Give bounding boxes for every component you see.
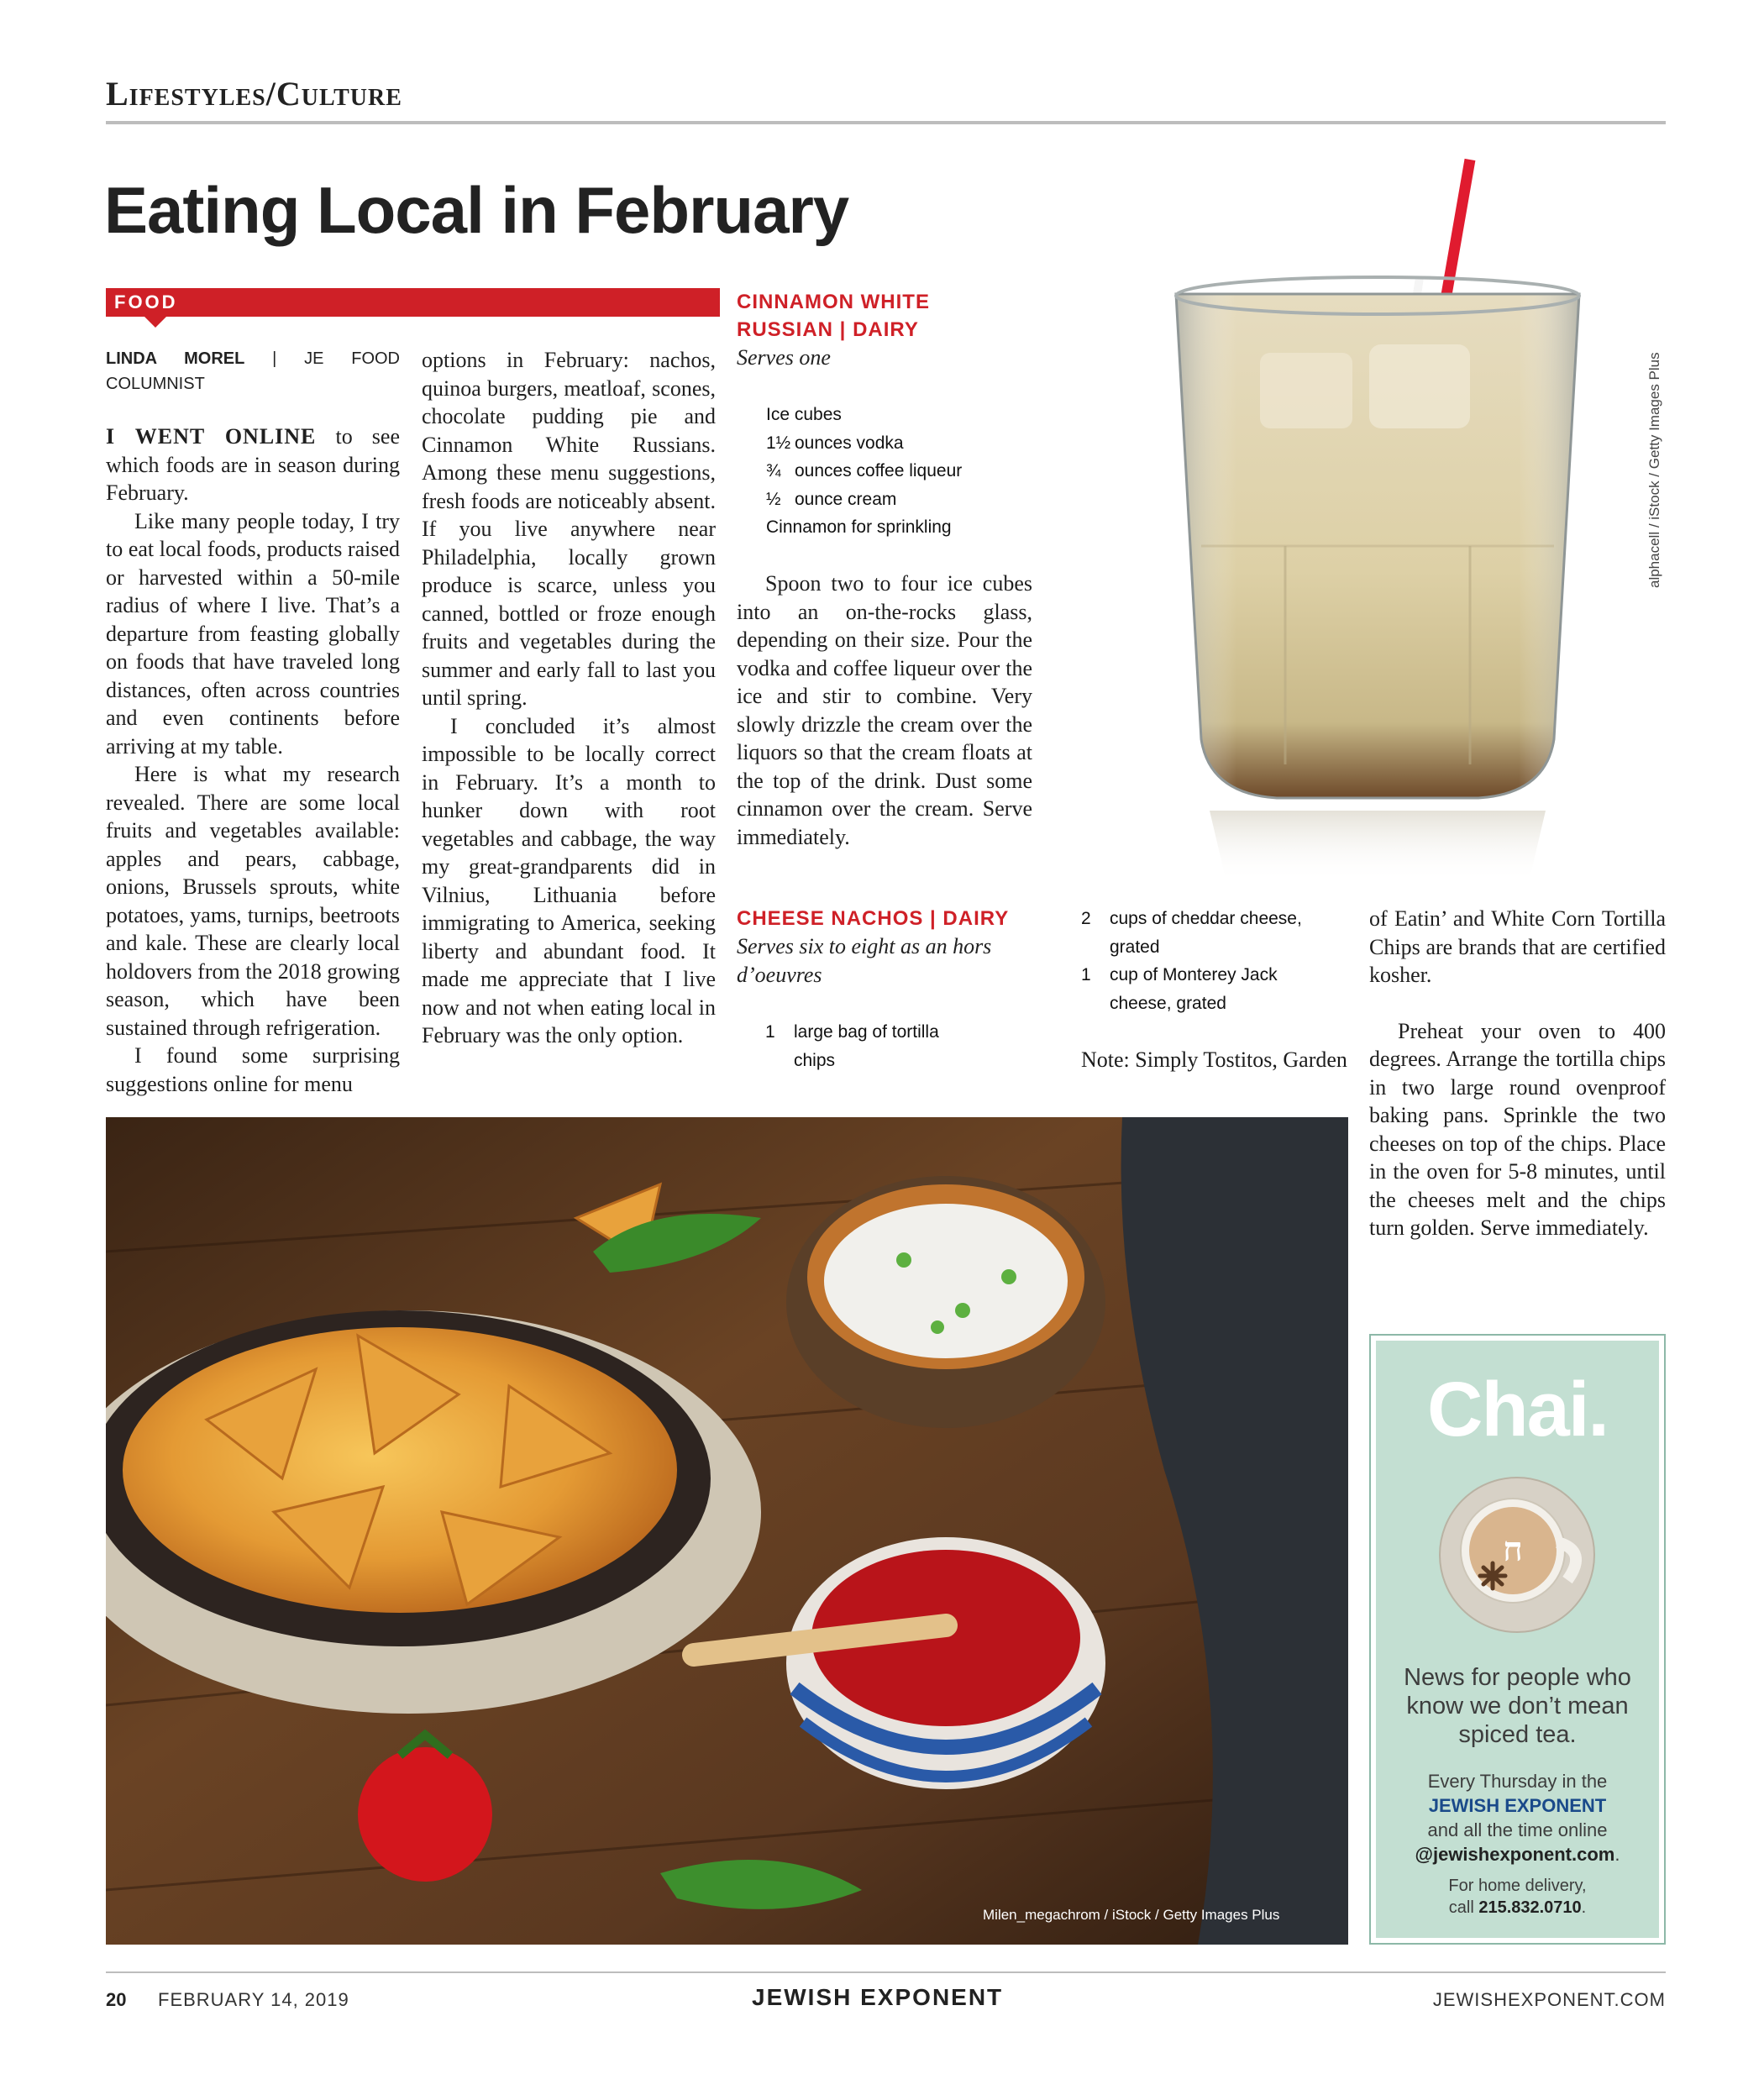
- byline-separator: |: [244, 349, 305, 368]
- paragraph: Here is what my research revealed. There are some local fruits and vegetables available: apples and pears, cabbage, onions, Brussels sprouts, white potatoes, yams, turnips, beetroots and kale. These are clearly local holdovers from the 2018 growing season, which have been sustained through refrigeration.: [106, 762, 400, 1040]
- ingredient: [766, 401, 1043, 429]
- ingredient-qty: 2: [1081, 909, 1091, 928]
- recipe-2-column: [1369, 905, 1666, 1242]
- recipe-title: CINNAMON WHITE: [737, 291, 930, 313]
- lead-text: to see which foods are in season during February.: [106, 424, 401, 505]
- ingredient: [766, 457, 1043, 486]
- category-label: FOOD: [114, 291, 178, 312]
- drink-photo-credit: alphacell / iStock / Getty Images Plus: [1646, 352, 1662, 588]
- recipe-title: CHEESE NACHOS | DAIRY: [737, 907, 1010, 930]
- ingredient: [766, 486, 1043, 514]
- chai-cup-icon: [1433, 1467, 1601, 1643]
- page-number: 20: [106, 1989, 127, 2010]
- ingredient-item: ounces coffee liqueur: [795, 461, 963, 480]
- ingredient: [1081, 905, 1350, 961]
- ingredient-item: cup of Monterey Jack cheese, grated: [1110, 965, 1278, 1013]
- paragraph: I concluded it’s almost impossible to be locally correct in February. It’s a month to hunker down with root vegetables and cabbage, the way my great-grandparents did in Vilnius, Lithuania before immigrating to America, seeking liberty and abundant food. It made me appreciate that I live now and not when eating local in February was the only option.: [422, 713, 716, 1047]
- recipe-note-end: of Eatin’ and White Corn Tortilla Chips are brands that are certified kosher.: [1369, 906, 1666, 987]
- ad-schedule-line: Every Thursday in the: [1427, 1771, 1608, 1792]
- ad-delivery: [1376, 1875, 1659, 1919]
- category-pointer: [144, 317, 166, 328]
- publication-name: JEWISH EXPONENT: [752, 1984, 1004, 2010]
- header-rule: [106, 121, 1666, 124]
- recipe-note-start: Note: Simply Tostitos, Garden: [1081, 1047, 1347, 1072]
- lead-caps: I WENT ONLINE: [106, 424, 317, 449]
- directions: Preheat your oven to 400 degrees. Arrange the tortilla chips in two large round ovenproof baking pans. Sprinkle the two cheeses on top of the chips. Place in the oven for 5-8 minutes, until the cheeses melt and the chips turn golden. Serve immediately.: [1369, 1018, 1666, 1240]
- ad-title: Chai.: [1427, 1367, 1608, 1452]
- ingredient-qty: 1: [1081, 965, 1091, 984]
- ad-schedule: [1376, 1769, 1659, 1866]
- recipe-serves: Serves six to eight as an hors d’oeuvres: [737, 934, 992, 987]
- recipe-1-ingredients: [766, 401, 1043, 542]
- ingredient: [737, 1018, 1032, 1074]
- recipe-1-directions: [737, 570, 1032, 851]
- recipe-serves: Serves one: [737, 345, 831, 370]
- ingredient-item: cups of cheddar cheese, grated: [1110, 909, 1302, 957]
- cheese-nachos-photo: [106, 1117, 1348, 1945]
- ingredient: [766, 429, 1043, 458]
- ad-delivery-line: For home delivery,: [1448, 1877, 1587, 1895]
- ad-publication: JEWISH EXPONENT: [1428, 1795, 1607, 1816]
- chai-advertisement[interactable]: [1369, 1334, 1666, 1945]
- ad-panel: [1376, 1341, 1659, 1938]
- recipe-2-ingredients-cont: [1081, 905, 1350, 1017]
- ingredient-item: ounce cream: [795, 489, 897, 509]
- directions: Spoon two to four ice cubes into an on-the-rocks glass, depending on their size. Pour the vodka and coffee liqueur over the ice and stir to combine. Very slowly drizzle the cream over the liquors so that the cream floats at the top of the drink. Dust some cinnamon over the cream. Serve immediately.: [737, 571, 1032, 849]
- category-bar: [106, 288, 720, 317]
- white-russian-photo: [1159, 151, 1596, 882]
- author-name: LINDA MOREL: [106, 349, 245, 368]
- ingredient: [766, 513, 1043, 542]
- paragraph: Like many people today, I try to eat local foods, products raised or harvested within a 50-mile radius of where I live. That’s a departure from feasting globally on foods that have traveled long distances, often across countries and even continents before arriving at my table.: [106, 508, 400, 759]
- ad-url[interactable]: @jewishexponent.com: [1415, 1844, 1615, 1865]
- ingredient-qty: ¾: [766, 461, 781, 480]
- recipe-2-header: [737, 905, 1032, 989]
- ingredient-qty: ½: [766, 489, 781, 509]
- ad-phone-period: .: [1581, 1898, 1587, 1917]
- paragraph: I found some surprising suggestions online for menu: [106, 1043, 400, 1096]
- ad-delivery-call: call: [1448, 1898, 1479, 1917]
- byline: [106, 346, 400, 396]
- ingredient-item: Ice cubes: [766, 405, 842, 424]
- recipe-1-header: [737, 288, 1032, 372]
- chet-glyph: ח: [1503, 1530, 1523, 1569]
- ad-schedule-line: and all the time online: [1427, 1819, 1608, 1840]
- recipe-title: RUSSIAN | DAIRY: [737, 318, 919, 341]
- recipe-2-ingredients: [737, 1018, 1032, 1074]
- ingredient-item: Cinnamon for sprinkling: [766, 517, 952, 537]
- ad-phone[interactable]: 215.832.0710: [1478, 1898, 1582, 1917]
- publication-url[interactable]: JEWISHEXPONENT.COM: [1432, 1989, 1666, 2010]
- section-heading: Lifestyles/Culture: [106, 75, 402, 113]
- paragraph: options in February: nachos, quinoa burgers, meatloaf, scones, chocolate pudding pie and Cinnamon White Russians. Among these menu suggestions, fresh foods are noticeably absent. If you live anywhere near Philadelphia, locally grown produce is scarce, unless you canned, bottled or froze enough fruits and vegetables during the summer and early fall to last you until spring.: [422, 348, 716, 710]
- ingredient-item: large bag of tortilla chips: [794, 1022, 939, 1070]
- issue-date: FEBRUARY 14, 2019: [158, 1989, 349, 2010]
- author-role: JE FOOD COLUMNIST: [106, 349, 400, 393]
- nachos-photo-credit: Milen_megachrom / iStock / Getty Images Plus: [983, 1907, 1280, 1923]
- footer-rule: [106, 1971, 1666, 1973]
- ingredient-qty: 1: [765, 1022, 775, 1042]
- article-column-1: [106, 346, 400, 1098]
- lead-paragraph: [106, 423, 400, 507]
- ingredient: [1081, 961, 1350, 1017]
- ad-url-period: .: [1614, 1844, 1620, 1865]
- ingredient-qty: 1½: [766, 433, 791, 453]
- ingredient-item: ounces vodka: [795, 433, 904, 453]
- headline: Eating Local in February: [104, 173, 849, 247]
- ad-tagline: News for people who know we don’t mean spiced tea.: [1404, 1664, 1631, 1748]
- article-column-2: [422, 346, 716, 1050]
